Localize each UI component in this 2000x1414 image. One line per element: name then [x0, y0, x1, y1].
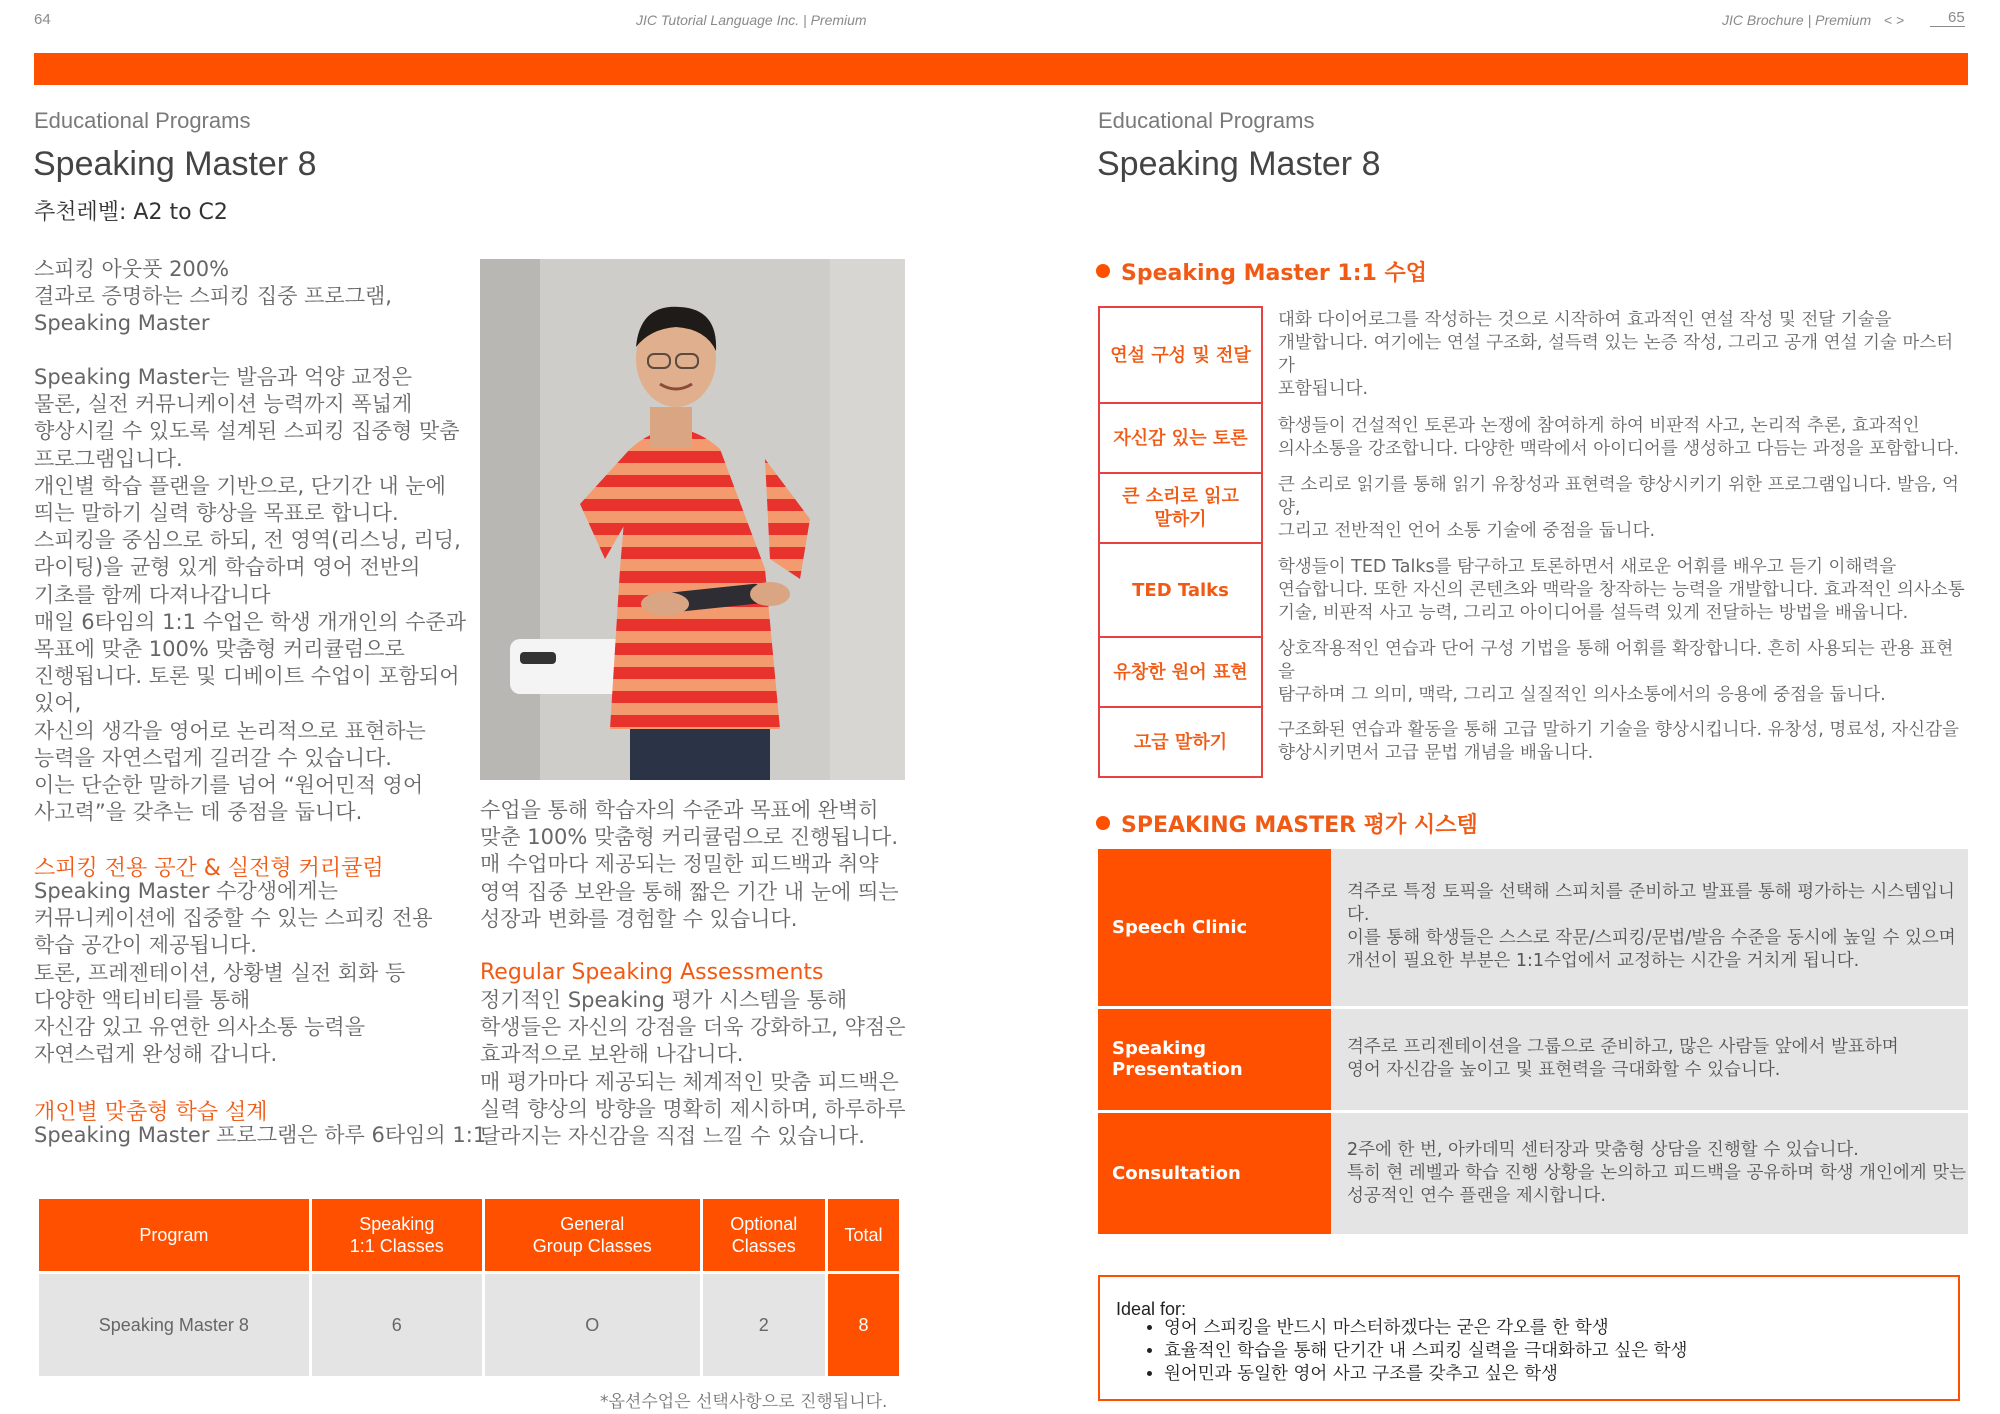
evaluation-description: 2주에 한 번, 아카데믹 센터장과 맞춤형 상담을 진행할 수 있습니다. 특히 현 레벨과 학습 진행 상황을 논의하고 피드백을 공유하며 학생 개인에게 맞는 성공적인 연수 플랜을 제시합니다. [1331, 1111, 1968, 1235]
list-item: • 원어민과 동일한 영어 사고 구조를 갖추고 싶은 학생 [1164, 1363, 1687, 1386]
table-row [1099, 307, 1969, 403]
assessments-heading: Regular Speaking Assessments [480, 960, 824, 985]
ideal-for-label: Ideal for: [1116, 1299, 1187, 1319]
table-row [1098, 849, 1968, 1007]
intro-text: 스피킹 아웃풋 200% 결과로 증명하는 스피킹 집중 프로그램, Speaking Master [34, 257, 392, 336]
table-row [1099, 543, 1969, 637]
cell-program: Speaking Master 8 [39, 1274, 309, 1376]
left-page-number: 64 [34, 11, 51, 28]
student-photo-illustration [480, 259, 905, 780]
assessments-text: 정기적인 Speaking 평가 시스템을 통해 학생들은 자신의 강점을 더욱 강화하고, 약점은 효과적으로 보완해 나갑니다. 매 평가마다 제공되는 체계적인 맞춤 피드백은 실력 향상의 방향을 명확히 제시하며, 하루하루 달라지는 자신감을 직접 느낄 수 있습니다. [480, 988, 906, 1149]
custom-design-text: Speaking Master 프로그램은 하루 6타임의 1:1 [34, 1123, 487, 1147]
header-accent-bar [34, 53, 1968, 85]
class-label: TED Talks [1099, 543, 1262, 637]
class-description: 학생들이 TED Talks를 탐구하고 토론하면서 새로운 어휘를 배우고 듣기 이해력을 연습합니다. 또한 자신의 콘텐츠와 맥락을 창작하는 능력을 개발합니다. 효과적인 의사소통 기술, 비판적 사고 능력, 그리고 아이디어를 설득력 있게 전달하는 방법을 배웁니다. [1278, 556, 1965, 623]
class-description: 학생들이 건설적인 토론과 논쟁에 참여하게 하여 비판적 사고, 논리적 추론, 효과적인 의사소통을 강조합니다. 다양한 맥락에서 아이디어를 생성하고 다듬는 과정을 포함합니다. [1278, 416, 1960, 459]
table-row [1098, 1007, 1968, 1111]
ideal-for-box [1098, 1275, 1960, 1401]
cell-optional-classes: 2 [703, 1274, 825, 1376]
header-center-text: JIC Tutorial Language Inc. | Premium [636, 12, 867, 28]
evaluation-description: 격주로 특정 토픽을 선택해 스피치를 준비하고 발표를 통해 평가하는 시스템입니다. 이를 통해 학생들은 스스로 작문/스피킹/문법/발음 수준을 동시에 높일 수 있으며 개선이 필요한 부분은 1:1수업에서 교정하는 시간을 거치게 됩니다. [1331, 849, 1968, 1007]
header-optional-classes: Optional Classes [703, 1199, 825, 1271]
custom-design-text-continued: 수업을 통해 학습자의 수준과 목표에 완벽히 맞춘 100% 맞춤형 커리큘럼으로 진행됩니다. 매 수업마다 제공되는 정밀한 피드백과 취약 영역 집중 보완을 통해 짧은 기간 내 눈에 띄는 성장과 변화를 경험할 수 있습니다. [480, 798, 899, 931]
evaluation-system-table [1098, 849, 1968, 1237]
class-label: 연설 구성 및 전달 [1099, 307, 1262, 403]
class-description: 큰 소리로 읽기를 통해 읽기 유창성과 표현력을 향상시키기 위한 프로그램입니다. 발음, 억양, 그리고 전반적인 언어 소통 기술에 중점을 둡니다. [1278, 474, 1959, 541]
class-description: 대화 다이어로그를 작성하는 것으로 시작하여 효과적인 연설 작성 및 전달 기술을 개발합니다. 여기에는 연설 구조화, 설득력 있는 논증 작성, 그리고 공개 연설 기술 마스터가 포함됩니다. [1278, 310, 1954, 399]
class-label: 큰 소리로 읽고 말하기 [1099, 473, 1262, 543]
class-label: 자신감 있는 토론 [1099, 403, 1262, 473]
table-row [1099, 403, 1969, 473]
nav-arrows[interactable]: < > [1884, 12, 1905, 28]
program-table [36, 1196, 902, 1379]
evaluation-label: Speech Clinic [1098, 849, 1331, 1007]
class-description: 상호작용적인 연습과 단어 구성 기법을 통해 어휘를 확장합니다. 흔히 사용되는 관용 표현을 탐구하며 그 의미, 맥락, 그리고 실질적인 의사소통에서의 응용에 중점을 둡니다. [1278, 638, 1954, 705]
section-classes-title: Speaking Master 1:1 수업 [1121, 261, 1427, 286]
header-group-classes: General Group Classes [485, 1199, 700, 1271]
cell-total: 8 [828, 1274, 899, 1376]
table-row [1098, 1111, 1968, 1235]
optional-footnote: *옵션수업은 선택사항으로 진행됩니다. [600, 1392, 888, 1412]
evaluation-label: Speaking Presentation [1098, 1007, 1331, 1111]
left-kicker: Educational Programs [34, 108, 251, 133]
table-row [1099, 637, 1969, 707]
speaking-space-heading: 스피킹 전용 공간 & 실전형 커리큘럼 [34, 856, 384, 881]
program-description: Speaking Master는 발음과 억양 교정은 물론, 실전 커뮤니케이션 능력까지 폭넓게 향상시킬 수 있도록 설계된 스피킹 집중형 맞춤 프로그램입니다. 개인별 학습 플랜을 기반으로, 단기간 내 눈에 띄는 말하기 실력 향상을 목표로 합니다. 스피킹을 중심으로 하되, 전 영역(리스닝, 리딩, 라이팅)을 균형 있게 학습하며 영어 전반의 기초를 함께 다져나갑니다 매일 6타임의 1:1 수업은 학생 개개인의 수준과 목표에 맞춘 100% 맞춤형 커리큘럼으로 진행됩니다. 토론 및 디베이트 수업이 포함되어 있어, 자신의 생각을 영어로 논리적으로 표현하는 능력을 자연스럽게 길러갈 수 있습니다. 이는 단순한 말하기를 넘어 “원어민적 영어 사고력”을 갖추는 데 중점을 둡니다. [34, 365, 467, 825]
table-row [1099, 473, 1969, 543]
table-row [1099, 707, 1969, 777]
right-kicker: Educational Programs [1098, 108, 1315, 133]
evaluation-description: 격주로 프리젠테이션을 그룹으로 준비하고, 많은 사람들 앞에서 발표하며 영어 자신감을 높이고 및 표현력을 극대화할 수 있습니다. [1331, 1007, 1968, 1111]
class-label: 고급 말하기 [1099, 707, 1262, 777]
class-curriculum-table [1098, 306, 1970, 778]
list-item: • 영어 스피킹을 반드시 마스터하겠다는 굳은 각오를 한 학생 [1164, 1317, 1687, 1340]
header-right-text: JIC Brochure | Premium [1722, 12, 1872, 28]
custom-design-heading: 개인별 맞춤형 학습 설계 [34, 1100, 268, 1125]
bullet-dot-icon [1096, 816, 1110, 830]
section-evaluation-title: SPEAKING MASTER 평가 시스템 [1121, 813, 1478, 838]
bullet-dot-icon [1096, 264, 1110, 278]
right-page-number: 65 [1930, 9, 1965, 27]
list-item: • 효율적인 학습을 통해 단기간 내 스피킹 실력을 극대화하고 싶은 학생 [1164, 1340, 1687, 1363]
cell-speaking-classes: 6 [312, 1274, 482, 1376]
class-label: 유창한 원어 표현 [1099, 637, 1262, 707]
ideal-for-list [1134, 1317, 1687, 1386]
left-page-title: Speaking Master 8 [33, 145, 317, 183]
recommended-level: 추천레벨: A2 to C2 [34, 200, 228, 225]
student-photo [480, 259, 905, 780]
header-program: Program [39, 1199, 309, 1271]
evaluation-label: Consultation [1098, 1111, 1331, 1235]
class-description: 구조화된 연습과 활동을 통해 고급 말하기 기술을 향상시킵니다. 유창성, 명료성, 자신감을 향상시키면서 고급 문법 개념을 배웁니다. [1278, 720, 1959, 763]
header-total: Total [828, 1199, 899, 1271]
table-row [39, 1274, 899, 1376]
header-speaking-classes: Speaking 1:1 Classes [312, 1199, 482, 1271]
cell-group-classes: O [485, 1274, 700, 1376]
program-table-header-row [39, 1199, 899, 1271]
right-page-title: Speaking Master 8 [1097, 145, 1381, 183]
speaking-space-text: Speaking Master 수강생에게는 커뮤니케이션에 집중할 수 있는 스피킹 전용 학습 공간이 제공됩니다. 토론, 프레젠테이션, 상황별 실전 회화 등 다양한 액티비티를 통해 자신감 있고 유연한 의사소통 능력을 자연스럽게 완성해 갑니다. [34, 879, 433, 1067]
